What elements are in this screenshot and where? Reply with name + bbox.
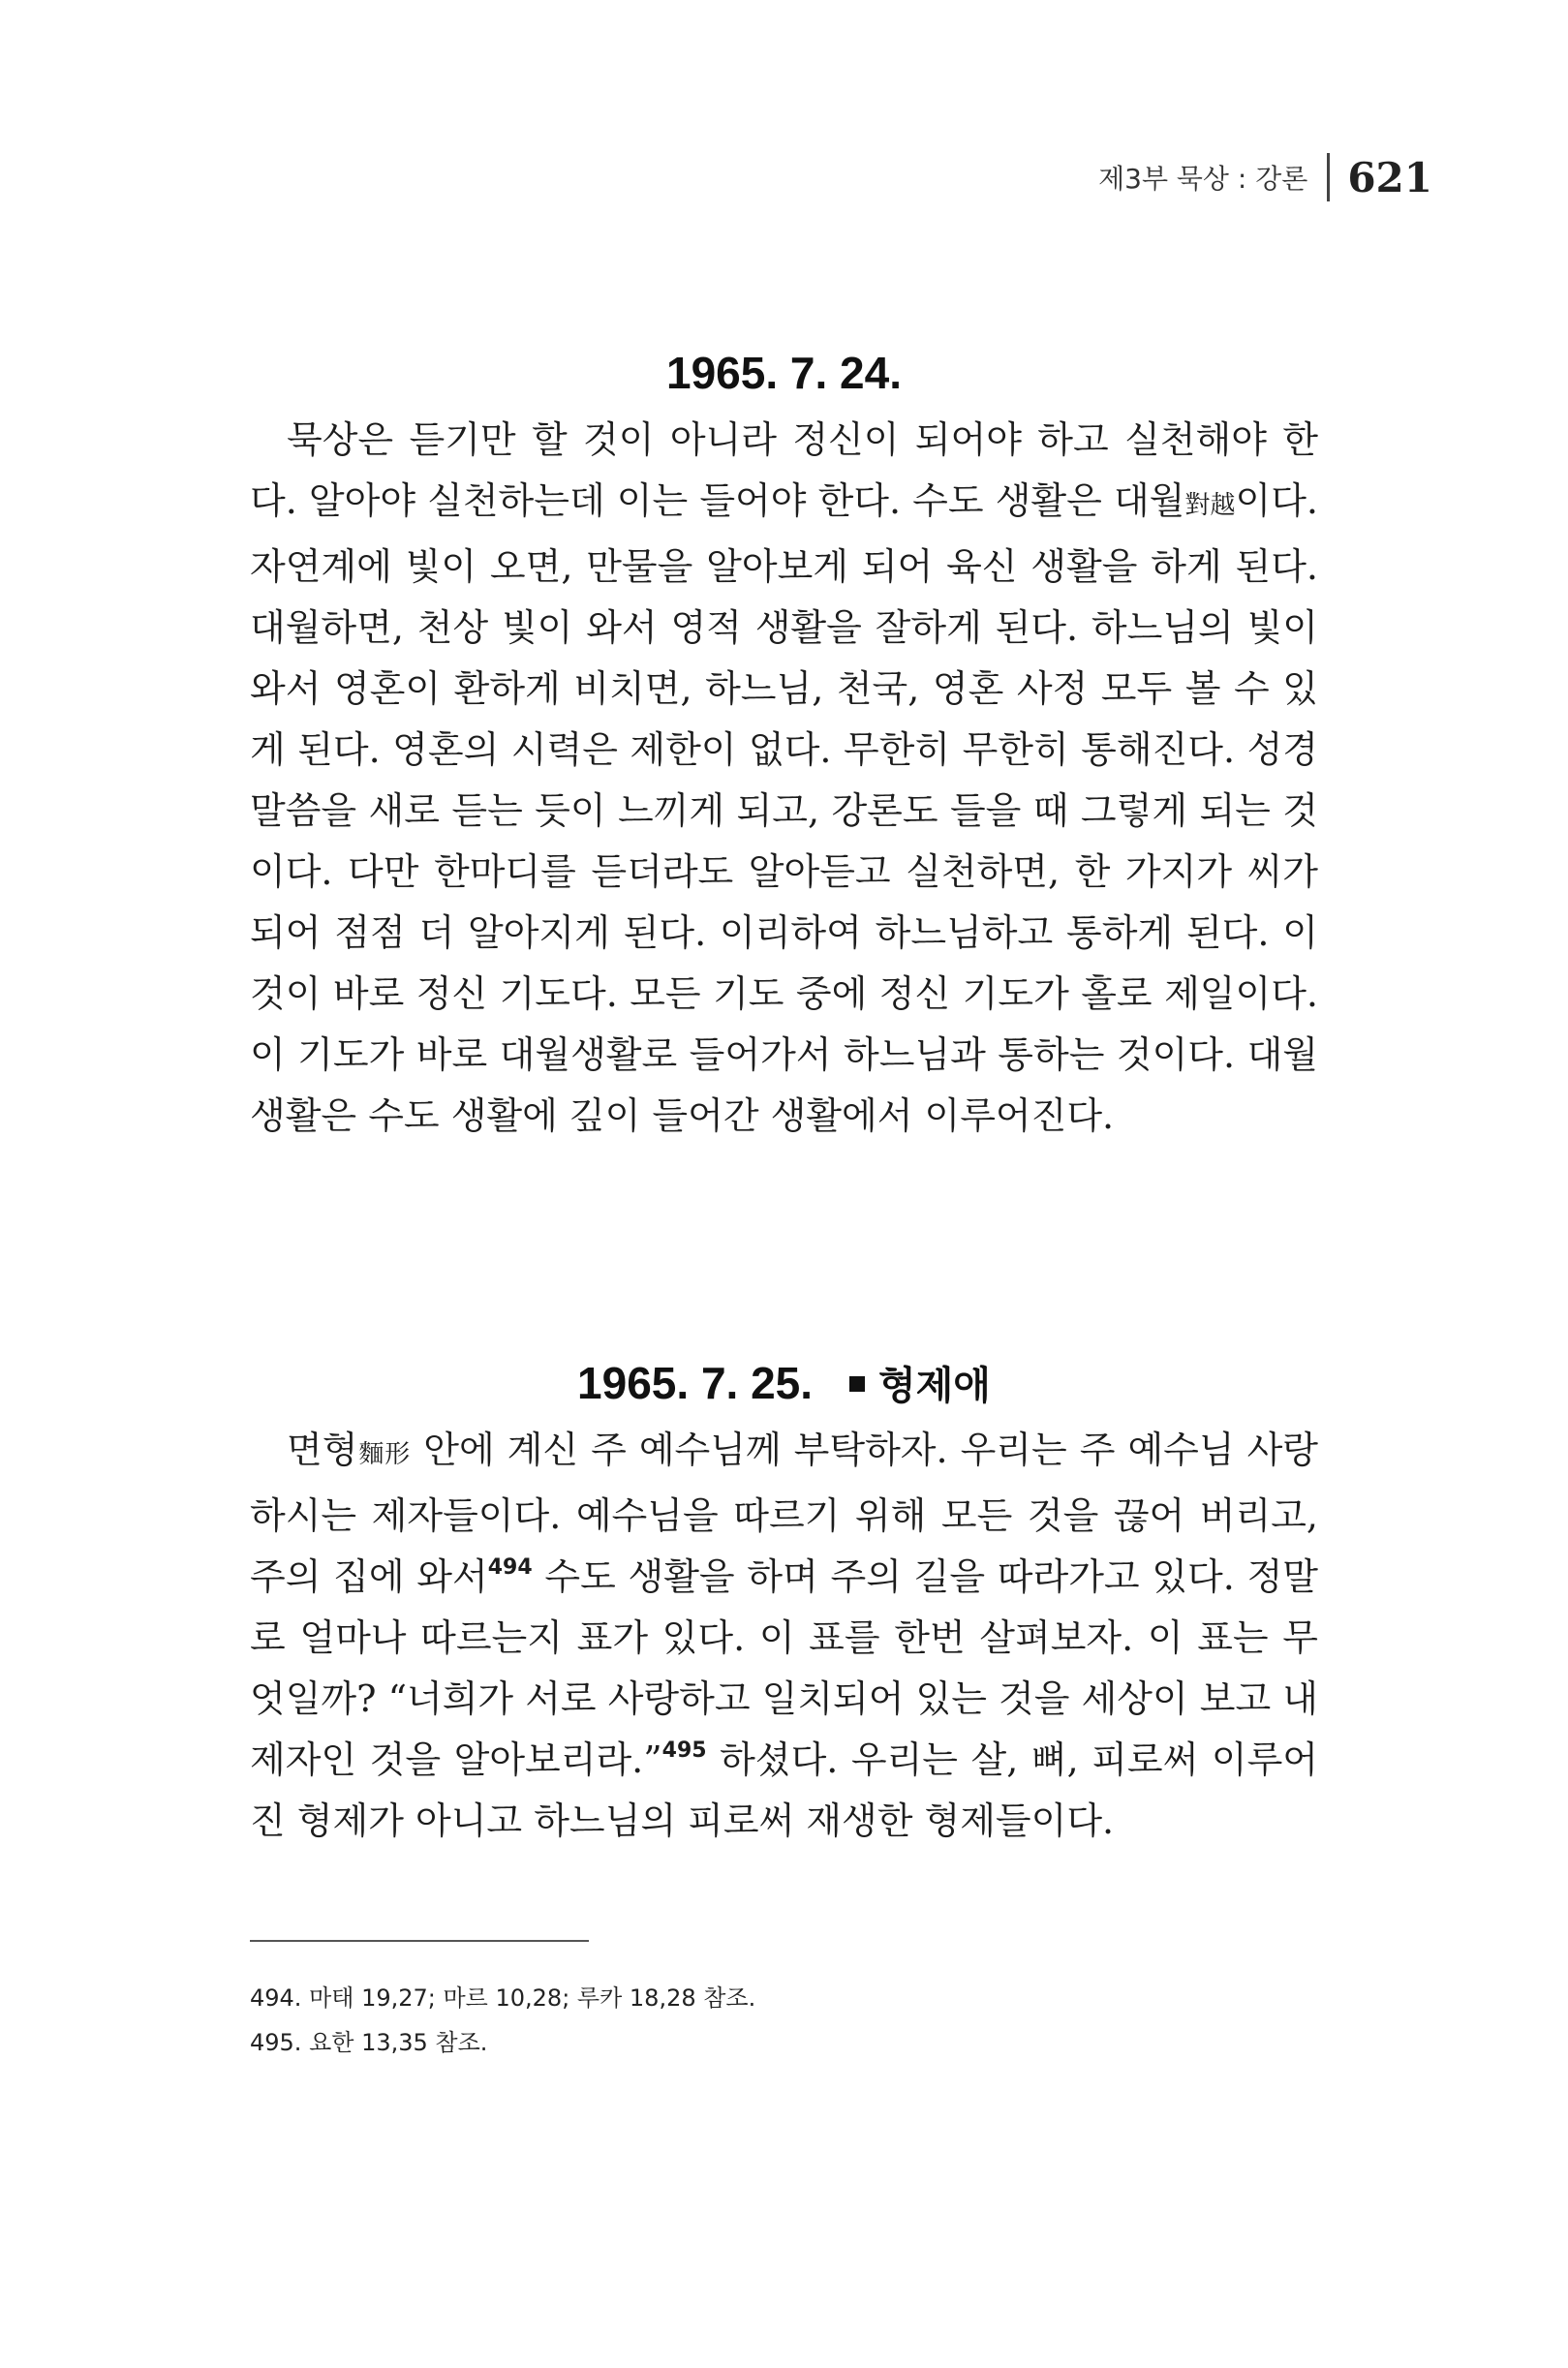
paragraph-text: 면형 xyxy=(287,1429,358,1471)
square-bullet-icon xyxy=(849,1376,865,1392)
footnote-494: 494. 마태 19,27; 마르 10,28; 루카 18,28 참조. xyxy=(250,1984,756,2012)
entry-date: 1965. 7. 24. xyxy=(666,348,902,398)
footnote-495: 495. 요한 13,35 참조. xyxy=(250,2029,488,2056)
entry-date-heading xyxy=(250,344,1318,402)
footnotes xyxy=(250,1976,755,2065)
footnote-ref-495[interactable]: 495 xyxy=(661,1738,707,1763)
page-number: 621 xyxy=(1347,153,1432,201)
footnote-ref-494[interactable]: 494 xyxy=(487,1555,533,1580)
hanja-gloss: 麵形 xyxy=(357,1440,412,1469)
footnote-divider xyxy=(250,1940,589,1942)
paragraph-text: 안에 계신 주 예수님께 부탁하자. 우리는 주 예수님 사랑하시는 제자들이다. 예수님을 따르기 위해 모든 것을 끊어 버리고, 주의 집에 와서 xyxy=(250,1429,1318,1598)
paragraph-text: 수도 생활을 하며 주의 길을 따라가고 있다. 정말로 얼마나 따르는지 표가 있다. 이 표를 한번 살펴보자. 이 표는 무엇일까? “너희가 서로 사랑하고 일치되어 있는 것을 세상이 보고 내 제자인 것을 알아보리라.” xyxy=(250,1555,1318,1781)
paragraph-text: 이다. 자연계에 빛이 오면, 만물을 알아보게 되어 육신 생활을 하게 된다. 대월하면, 천상 빛이 와서 영적 생활을 잘하게 된다. 하느님의 빛이 와서 영혼이 환하게 비치면, 하느님, 천국, 영혼 사정 모두 볼 수 있게 된다. 영혼의 시력은 제한이 없다. 무한히 무한히 통해진다. 성경 말씀을 새로 듣는 듯이 느끼게 되고, 강론도 들을 때 그렇게 되는 것이다. 다만 한마디를 듣더라도 알아듣고 실천하면, 한 가지가 씨가 되어 점점 더 알아지게 된다. 이리하여 하느님하고 통하게 된다. 이것이 바로 정신 기도다. 모든 기도 중에 정신 기도가 홀로 제일이다. 이 기도가 바로 대월생활로 들어가서 하느님과 통하는 것이다. 대월생활은 수도 생활에 깊이 들어간 생활에서 이루어진다. xyxy=(250,479,1318,1137)
entry-date: 1965. 7. 25. xyxy=(577,1358,814,1408)
entry-paragraph xyxy=(250,410,1318,1147)
entry-1965-07-24 xyxy=(250,344,1318,1147)
paragraph-text: 하셨다. 우리는 살, 뼈, 피로써 이루어진 형제가 아니고 하느님의 피로써 재생한 형제들이다. xyxy=(250,1738,1318,1842)
hanja-gloss: 對越 xyxy=(1184,491,1236,520)
running-head xyxy=(1098,153,1432,201)
part-title: 제3부 묵상 : 강론 xyxy=(1098,163,1308,195)
entry-topic: 형제애 xyxy=(878,1364,991,1408)
header-divider xyxy=(1327,153,1330,201)
paragraph-text: 묵상은 듣기만 할 것이 아니라 정신이 되어야 하고 실천해야 한다. 알아야 실천하는데 이는 들어야 한다. 수도 생활은 대월 xyxy=(250,418,1318,522)
entry-date-heading xyxy=(250,1354,1318,1412)
entry-paragraph xyxy=(250,1420,1318,1852)
entry-1965-07-25 xyxy=(250,1354,1318,1852)
